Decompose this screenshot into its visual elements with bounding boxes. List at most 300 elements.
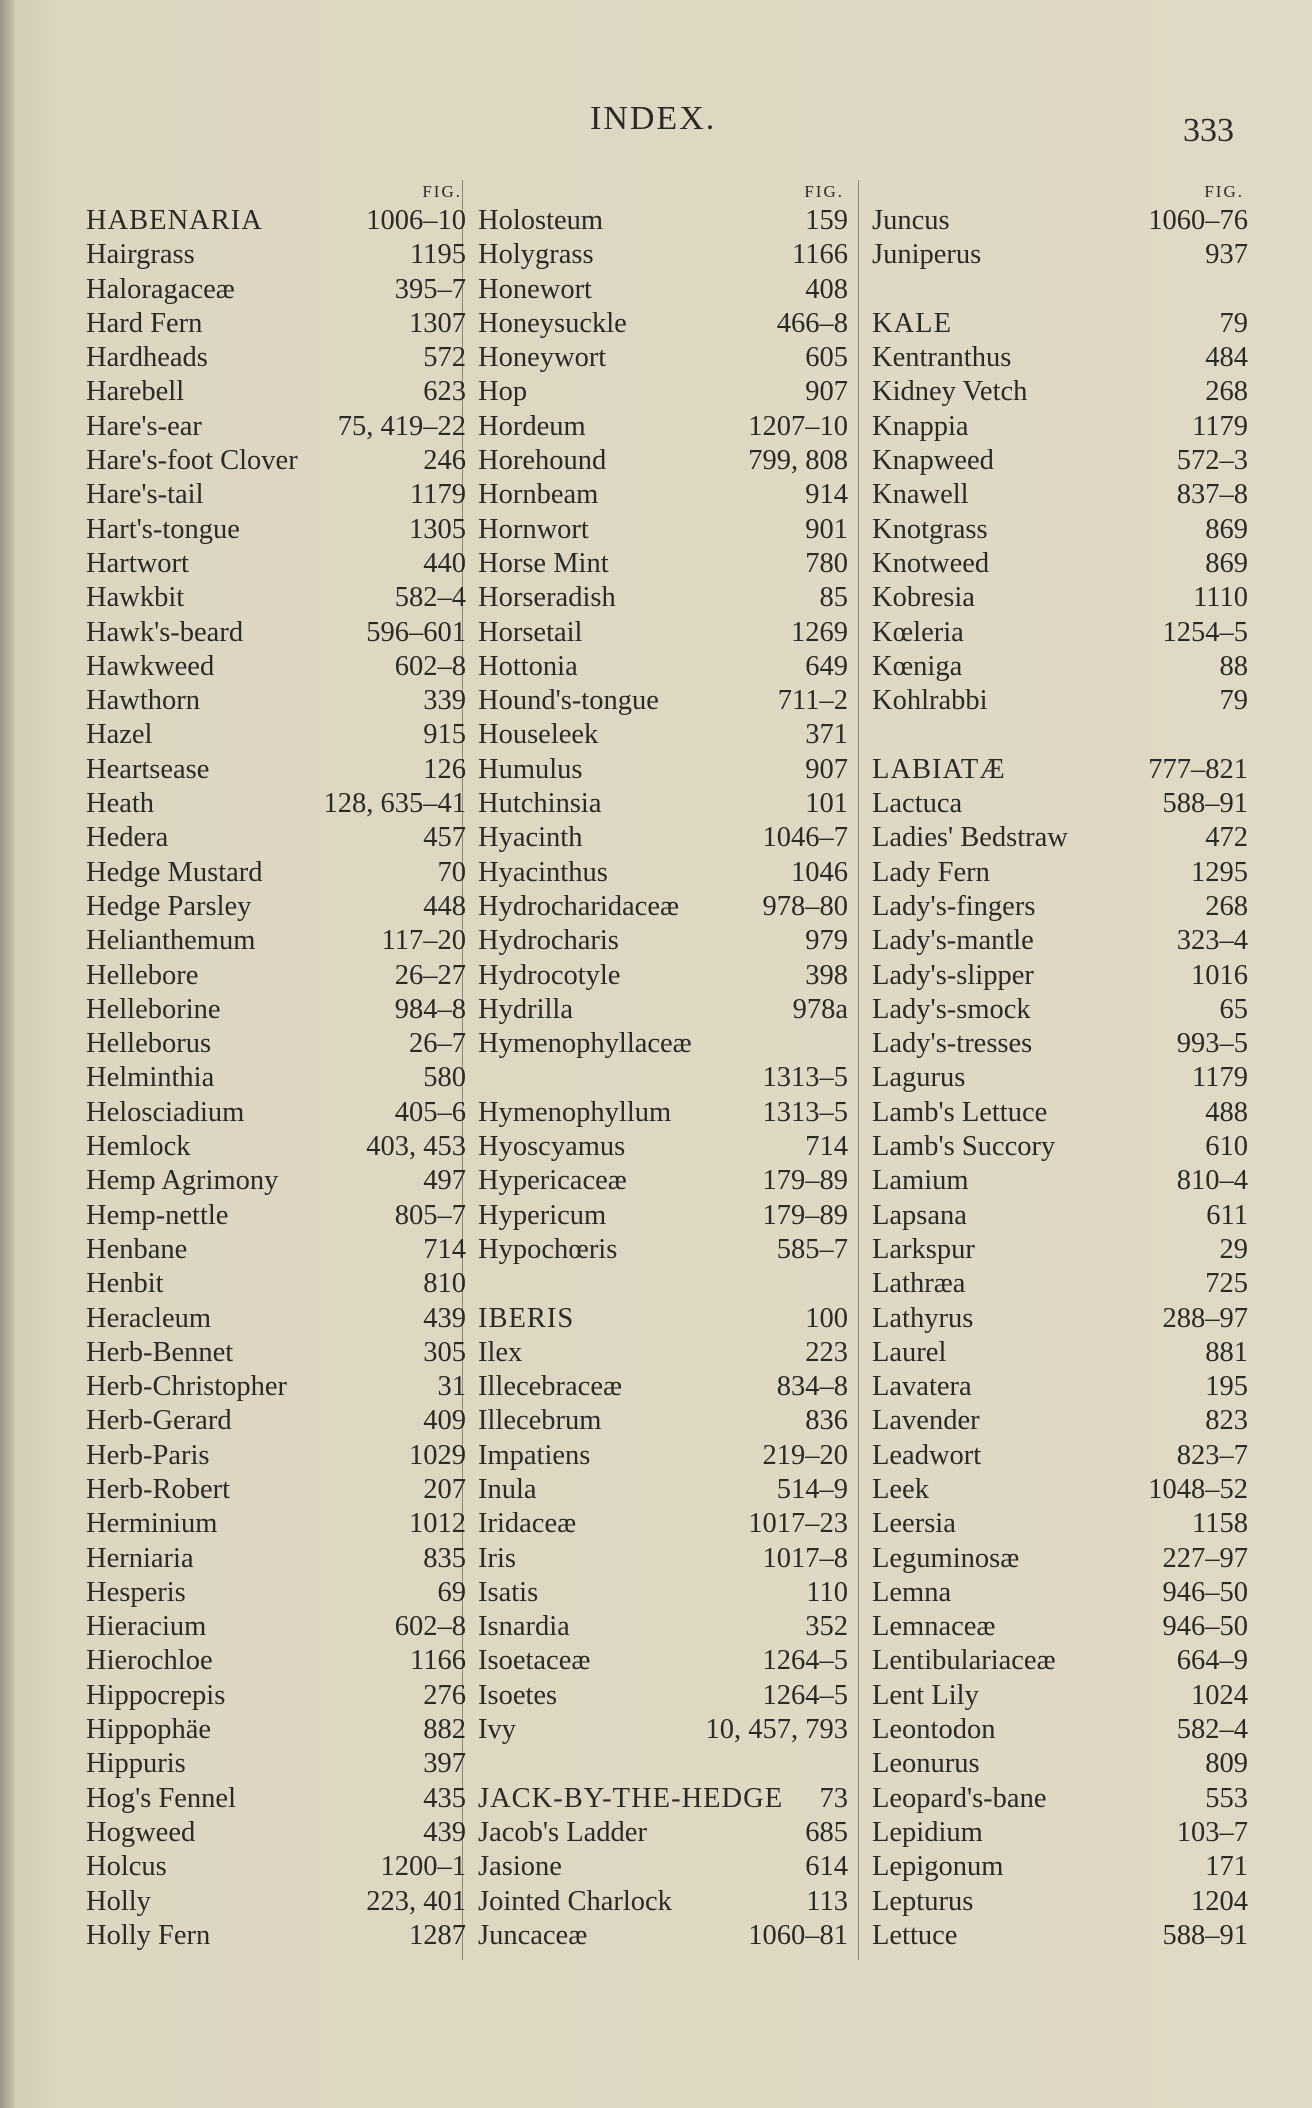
- index-entry: [478, 1336, 848, 1370]
- entry-term: Inula: [478, 1473, 537, 1505]
- index-entry: [86, 1130, 466, 1164]
- entry-figure-ref: 1313–5: [762, 1062, 848, 1094]
- entry-term: Honewort: [478, 273, 592, 305]
- entry-figure-ref: 823–7: [1176, 1439, 1248, 1471]
- entry-term: Heracleum: [86, 1302, 212, 1334]
- entry-term: Harebell: [86, 376, 185, 408]
- index-entry: [872, 1164, 1248, 1198]
- index-entry: [478, 1164, 848, 1198]
- entry-figure-ref: 582–4: [394, 582, 466, 614]
- entry-figure-ref: 268: [1205, 890, 1248, 922]
- index-entry: [478, 1096, 848, 1130]
- index-entry: [872, 1096, 1248, 1130]
- entry-term: Hierochloe: [86, 1645, 213, 1677]
- index-entry: [478, 650, 848, 684]
- entry-figure-ref: 179–89: [762, 1165, 848, 1197]
- entry-term: Lady's-smock: [872, 993, 1031, 1025]
- entry-figure-ref: 810: [423, 1268, 466, 1300]
- entry-term: Leguminosæ: [872, 1542, 1020, 1574]
- entry-term: Knotgrass: [872, 513, 988, 545]
- index-entry: [478, 1919, 848, 1953]
- index-entry: [478, 856, 848, 890]
- index-entry: [86, 513, 466, 547]
- index-entry: [478, 1233, 848, 1267]
- entry-figure-ref: 907: [805, 753, 848, 785]
- entry-term: Isoetaceæ: [478, 1645, 591, 1677]
- entry-figure-ref: 596–601: [366, 616, 466, 648]
- entry-figure-ref: 276: [423, 1679, 466, 1711]
- entry-term: Hare's-tail: [86, 479, 204, 511]
- entry-figure-ref: 1024: [1191, 1679, 1248, 1711]
- entry-figure-ref: 1295: [1191, 856, 1248, 888]
- index-entry: [478, 959, 848, 993]
- entry-figure-ref: 207: [423, 1473, 466, 1505]
- page-number: 333: [1183, 112, 1234, 149]
- entry-term: Lemnaceæ: [872, 1611, 996, 1643]
- index-entry: [872, 959, 1248, 993]
- entry-term: Hyacinthus: [478, 856, 608, 888]
- index-entry: [86, 650, 466, 684]
- entry-figure-ref: 1269: [791, 616, 848, 648]
- entry-figure-ref: 88: [1219, 650, 1248, 682]
- index-entry: [86, 1507, 466, 1541]
- entry-figure-ref: 1017–8: [762, 1542, 848, 1574]
- entry-term: Herb-Christopher: [86, 1371, 288, 1403]
- section-gap: [478, 1267, 848, 1301]
- entry-term: IBERIS: [478, 1302, 575, 1334]
- entry-term: Hippocrepis: [86, 1679, 226, 1711]
- index-entry: [478, 444, 848, 478]
- entry-figure-ref: 403, 453: [366, 1131, 466, 1163]
- entry-term: Holosteum: [478, 205, 604, 236]
- index-entry: [478, 993, 848, 1027]
- entry-figure-ref: 805–7: [394, 1199, 466, 1231]
- index-entry: [872, 684, 1248, 718]
- entry-term: Isatis: [478, 1576, 539, 1608]
- entry-figure-ref: 1166: [410, 1645, 466, 1677]
- entry-term: Hydrocotyle: [478, 959, 621, 991]
- entry-term: Hartwort: [86, 547, 189, 579]
- index-entry: [86, 856, 466, 890]
- entry-figure-ref: 946–50: [1162, 1576, 1248, 1608]
- index-entry: [86, 478, 466, 512]
- entry-figure-ref: 159: [805, 205, 848, 236]
- entry-term: Lepturus: [872, 1885, 974, 1917]
- index-entry: [872, 890, 1248, 924]
- entry-figure-ref: 101: [805, 788, 848, 820]
- entry-figure-ref: 26–27: [394, 959, 466, 991]
- entry-figure-ref: 246: [423, 445, 466, 477]
- entry-figure-ref: 488: [1205, 1096, 1248, 1128]
- entry-term: Lamb's Lettuce: [872, 1096, 1048, 1128]
- entry-figure-ref: 978–80: [762, 890, 848, 922]
- index-entry: [872, 1027, 1248, 1061]
- entry-figure-ref: 946–50: [1162, 1611, 1248, 1643]
- entry-term: Helleborine: [86, 993, 221, 1025]
- entry-term: Houseleek: [478, 719, 599, 751]
- index-entry: [478, 1439, 848, 1473]
- entry-figure-ref: 268: [1205, 376, 1248, 408]
- index-entry: [478, 924, 848, 958]
- entry-term: Lapsana: [872, 1199, 967, 1231]
- entry-figure-ref: 649: [805, 650, 848, 682]
- entry-term: Lady's-fingers: [872, 890, 1036, 922]
- entry-term: Hymenophyllum: [478, 1096, 672, 1128]
- index-entry: [86, 1199, 466, 1233]
- index-entry: [86, 1473, 466, 1507]
- entry-term: LABIATÆ: [872, 753, 1006, 785]
- entry-term: Juniperus: [872, 239, 982, 271]
- entry-figure-ref: 352: [805, 1611, 848, 1643]
- entry-figure-ref: 1179: [410, 479, 466, 511]
- index-entry: [872, 410, 1248, 444]
- index-entry: [872, 1336, 1248, 1370]
- entry-figure-ref: 79: [1219, 307, 1248, 339]
- section-gap: [872, 273, 1248, 307]
- index-entry: [872, 1713, 1248, 1747]
- entry-figure-ref: 305: [423, 1336, 466, 1368]
- entry-figure-ref: 110: [806, 1576, 848, 1608]
- entry-figure-ref: 602–8: [394, 1611, 466, 1643]
- entry-figure-ref: 823: [1205, 1405, 1248, 1437]
- entry-term: Henbit: [86, 1268, 164, 1300]
- fig-column-label: FIG.: [1204, 182, 1244, 201]
- entry-figure-ref: 1204: [1191, 1885, 1248, 1917]
- entry-term: Juncus: [872, 205, 950, 236]
- entry-figure-ref: 113: [806, 1885, 848, 1917]
- entry-figure-ref: 1166: [792, 239, 848, 271]
- entry-figure-ref: 780: [805, 547, 848, 579]
- index-entry: [872, 1267, 1248, 1301]
- entry-term: Iridaceæ: [478, 1508, 577, 1540]
- entry-term: Knapweed: [872, 445, 994, 477]
- entry-term: Hieracium: [86, 1611, 207, 1643]
- entry-term: Lady's-mantle: [872, 925, 1034, 957]
- entry-term: Knappia: [872, 410, 969, 442]
- entry-figure-ref: 1305: [409, 513, 466, 545]
- index-entry: [478, 1542, 848, 1576]
- entry-figure-ref: 323–4: [1176, 925, 1248, 957]
- entry-term: Isnardia: [478, 1611, 570, 1643]
- entry-term: Hawthorn: [86, 685, 200, 717]
- section-gap: [872, 718, 1248, 752]
- entry-term: Helianthemum: [86, 925, 256, 957]
- entry-figure-ref: 582–4: [1176, 1714, 1248, 1746]
- entry-term: Lamb's Succory: [872, 1131, 1056, 1163]
- index-entry: [86, 1850, 466, 1884]
- entry-term: Hogweed: [86, 1816, 196, 1848]
- entry-term: Honeysuckle: [478, 307, 627, 339]
- index-entry: [872, 993, 1248, 1027]
- index-entry: [872, 1302, 1248, 1336]
- entry-term: KALE: [872, 307, 952, 339]
- entry-term: Hop: [478, 376, 528, 408]
- entry-figure-ref: 398: [805, 959, 848, 991]
- entry-figure-ref: 70: [437, 856, 466, 888]
- index-entry: [478, 890, 848, 924]
- entry-figure-ref: 126: [423, 753, 466, 785]
- entry-term: Illecebrum: [478, 1405, 602, 1437]
- entry-term: Kentranthus: [872, 342, 1012, 374]
- index-entry: [478, 1782, 848, 1816]
- entry-figure-ref: 882: [423, 1714, 466, 1746]
- index-entry: [86, 204, 466, 238]
- index-entry: [872, 1233, 1248, 1267]
- entry-figure-ref: 1195: [410, 239, 466, 271]
- entry-figure-ref: 339: [423, 685, 466, 717]
- index-entry: [478, 684, 848, 718]
- entry-figure-ref: 439: [423, 1302, 466, 1334]
- entry-figure-ref: 602–8: [394, 650, 466, 682]
- entry-figure-ref: 915: [423, 719, 466, 751]
- index-entry: [872, 1473, 1248, 1507]
- index-entry: [86, 1644, 466, 1678]
- entry-figure-ref: 623: [423, 376, 466, 408]
- entry-term: Lepigonum: [872, 1851, 1004, 1883]
- entry-term: Lady's-slipper: [872, 959, 1034, 991]
- index-entry: [478, 718, 848, 752]
- entry-term: Hedge Mustard: [86, 856, 263, 888]
- entry-figure-ref: 103–7: [1176, 1816, 1248, 1848]
- index-entry: [86, 1439, 466, 1473]
- entry-term: Hornbeam: [478, 479, 599, 511]
- index-entry: [872, 1747, 1248, 1781]
- entry-figure-ref: 1254–5: [1162, 616, 1248, 648]
- entry-term: Jacob's Ladder: [478, 1816, 647, 1848]
- entry-figure-ref: 588–91: [1162, 788, 1248, 820]
- index-entry: [872, 513, 1248, 547]
- index-entry: [86, 1919, 466, 1953]
- index-entry: [478, 1850, 848, 1884]
- entry-term: Henbane: [86, 1233, 188, 1265]
- entry-figure-ref: 484: [1205, 342, 1248, 374]
- index-entry: [872, 204, 1248, 238]
- entry-figure-ref: 685: [805, 1816, 848, 1848]
- index-entry: [872, 821, 1248, 855]
- index-entry: [478, 204, 848, 238]
- index-entry: [478, 581, 848, 615]
- index-entry: [478, 341, 848, 375]
- entry-term: Humulus: [478, 753, 583, 785]
- index-entry: [86, 1782, 466, 1816]
- entry-figure-ref: 405–6: [394, 1096, 466, 1128]
- index-entry: [478, 1027, 848, 1061]
- index-entry: [86, 684, 466, 718]
- entry-figure-ref: 448: [423, 890, 466, 922]
- index-entry: [86, 753, 466, 787]
- index-entry: [86, 718, 466, 752]
- entry-figure-ref: 1046: [791, 856, 848, 888]
- entry-term: Helminthia: [86, 1062, 215, 1094]
- entry-figure-ref: 711–2: [777, 685, 848, 717]
- entry-figure-ref: 1264–5: [762, 1645, 848, 1677]
- entry-term: Heath: [86, 788, 155, 820]
- entry-figure-ref: 439: [423, 1816, 466, 1848]
- index-entry: [86, 616, 466, 650]
- index-entry: [478, 1473, 848, 1507]
- index-entry: [872, 1850, 1248, 1884]
- index-entry: [478, 1130, 848, 1164]
- entry-figure-ref: 472: [1205, 822, 1248, 854]
- entry-figure-ref: 572–3: [1176, 445, 1248, 477]
- index-entry: [86, 581, 466, 615]
- entry-term: Hawkbit: [86, 582, 185, 614]
- entry-figure-ref: 26–7: [409, 1028, 466, 1060]
- index-entry: [872, 1061, 1248, 1095]
- entry-figure-ref: 1060–76: [1148, 205, 1248, 236]
- index-entry: [86, 1302, 466, 1336]
- index-entry: [86, 821, 466, 855]
- index-entry: [86, 1233, 466, 1267]
- index-entry: [86, 307, 466, 341]
- index-entry: [872, 1610, 1248, 1644]
- entry-figure-ref: 223, 401: [366, 1885, 466, 1917]
- entry-figure-ref: 227–97: [1162, 1542, 1248, 1574]
- entry-figure-ref: 128, 635–41: [323, 788, 466, 820]
- fig-column-label: FIG.: [804, 182, 844, 201]
- entry-figure-ref: 100: [805, 1302, 848, 1334]
- index-entry: [478, 1644, 848, 1678]
- index-entry: [478, 821, 848, 855]
- entry-figure-ref: 397: [423, 1748, 466, 1780]
- index-entry: [86, 444, 466, 478]
- index-entry: [86, 1885, 466, 1919]
- entry-figure-ref: 588–91: [1162, 1919, 1248, 1951]
- entry-figure-ref: 553: [1205, 1782, 1248, 1814]
- index-entry: [478, 1885, 848, 1919]
- index-entry: [86, 1404, 466, 1438]
- index-entry: [478, 238, 848, 272]
- entry-term: Leersia: [872, 1508, 956, 1540]
- index-entry: [872, 1885, 1248, 1919]
- column-rule: [858, 180, 859, 1960]
- index-entry: [478, 1404, 848, 1438]
- index-entry: [872, 1404, 1248, 1438]
- entry-term: Lagurus: [872, 1062, 966, 1094]
- entry-term: Jointed Charlock: [478, 1885, 672, 1917]
- entry-term: Holygrass: [478, 239, 594, 271]
- index-entry: [872, 1130, 1248, 1164]
- entry-term: Hottonia: [478, 650, 578, 682]
- entry-term: Hemlock: [86, 1131, 191, 1163]
- index-entry: [478, 1507, 848, 1541]
- index-column-3: [872, 180, 1248, 1953]
- index-entry: [478, 273, 848, 307]
- entry-figure-ref: 195: [1205, 1371, 1248, 1403]
- index-entry-continuation: [478, 1061, 848, 1095]
- index-entry: [872, 444, 1248, 478]
- entry-term: Juncaceæ: [478, 1919, 588, 1951]
- entry-term: Hemp-nettle: [86, 1199, 229, 1231]
- entry-term: Hordeum: [478, 410, 586, 442]
- entry-figure-ref: 1200–1: [380, 1851, 466, 1883]
- entry-term: Lentibulariaceæ: [872, 1645, 1056, 1677]
- entry-figure-ref: 73: [819, 1782, 848, 1814]
- entry-figure-ref: 610: [1205, 1131, 1248, 1163]
- entry-term: HABENARIA: [86, 205, 263, 236]
- index-entry: [872, 1816, 1248, 1850]
- entry-figure-ref: 714: [805, 1131, 848, 1163]
- entry-term: Hymenophyllaceæ: [478, 1028, 692, 1060]
- entry-term: Larkspur: [872, 1233, 975, 1265]
- entry-term: Lavender: [872, 1405, 980, 1437]
- entry-figure-ref: 1016: [1191, 959, 1248, 991]
- page-title: INDEX.: [590, 100, 717, 137]
- index-entry: [872, 856, 1248, 890]
- index-entry-list: [86, 204, 466, 1953]
- entry-term: Iris: [478, 1542, 516, 1574]
- entry-term: Lathyrus: [872, 1302, 974, 1334]
- entry-figure-ref: 605: [805, 342, 848, 374]
- entry-figure-ref: 901: [805, 513, 848, 545]
- entry-term: Lent Lily: [872, 1679, 979, 1711]
- entry-figure-ref: 85: [819, 582, 848, 614]
- index-entry: [86, 959, 466, 993]
- index-entry-list: [478, 204, 848, 1953]
- entry-term: Hard Fern: [86, 307, 203, 339]
- index-entry: [86, 1610, 466, 1644]
- entry-figure-ref: 1110: [1193, 582, 1248, 614]
- entry-term: Helleborus: [86, 1028, 212, 1060]
- index-entry: [86, 547, 466, 581]
- entry-figure-ref: 835: [423, 1542, 466, 1574]
- index-entry: [872, 1576, 1248, 1610]
- index-entry: [872, 238, 1248, 272]
- entry-figure-ref: 869: [1205, 547, 1248, 579]
- entry-term: Herminium: [86, 1508, 218, 1540]
- entry-term: Hypericaceæ: [478, 1165, 627, 1197]
- index-entry: [872, 1542, 1248, 1576]
- entry-figure-ref: 29: [1219, 1233, 1248, 1265]
- entry-figure-ref: 979: [805, 925, 848, 957]
- entry-term: Hypochœris: [478, 1233, 618, 1265]
- entry-figure-ref: 1179: [1192, 1062, 1248, 1094]
- index-entry: [478, 1713, 848, 1747]
- entry-figure-ref: 978a: [792, 993, 848, 1025]
- entry-figure-ref: 409: [423, 1405, 466, 1437]
- entry-figure-ref: 836: [805, 1405, 848, 1437]
- entry-figure-ref: 984–8: [394, 993, 466, 1025]
- entry-figure-ref: 572: [423, 342, 466, 374]
- entry-figure-ref: 1264–5: [762, 1679, 848, 1711]
- entry-figure-ref: 1060–81: [748, 1919, 848, 1951]
- index-entry: [872, 1919, 1248, 1953]
- index-entry: [478, 616, 848, 650]
- index-entry: [872, 1679, 1248, 1713]
- entry-term: Herb-Gerard: [86, 1405, 232, 1437]
- entry-figure-ref: 395–7: [394, 273, 466, 305]
- index-entry: [872, 1644, 1248, 1678]
- entry-figure-ref: 1017–23: [748, 1508, 848, 1540]
- entry-figure-ref: 457: [423, 822, 466, 854]
- index-entry: [86, 1542, 466, 1576]
- index-entry: [872, 375, 1248, 409]
- entry-term: Hairgrass: [86, 239, 195, 271]
- entry-term: Lettuce: [872, 1919, 958, 1951]
- entry-term: Horsetail: [478, 616, 583, 648]
- index-entry: [478, 1576, 848, 1610]
- index-column-2: [478, 180, 848, 1953]
- entry-term: Hippophäe: [86, 1714, 212, 1746]
- entry-figure-ref: 611: [1206, 1199, 1248, 1231]
- index-entry: [86, 1576, 466, 1610]
- entry-term: Hutchinsia: [478, 788, 602, 820]
- entry-term: Helosciadium: [86, 1096, 245, 1128]
- entry-term: Ladies' Bedstraw: [872, 822, 1068, 854]
- entry-figure-ref: 799, 808: [748, 445, 848, 477]
- entry-figure-ref: 31: [437, 1371, 466, 1403]
- entry-figure-ref: 408: [805, 273, 848, 305]
